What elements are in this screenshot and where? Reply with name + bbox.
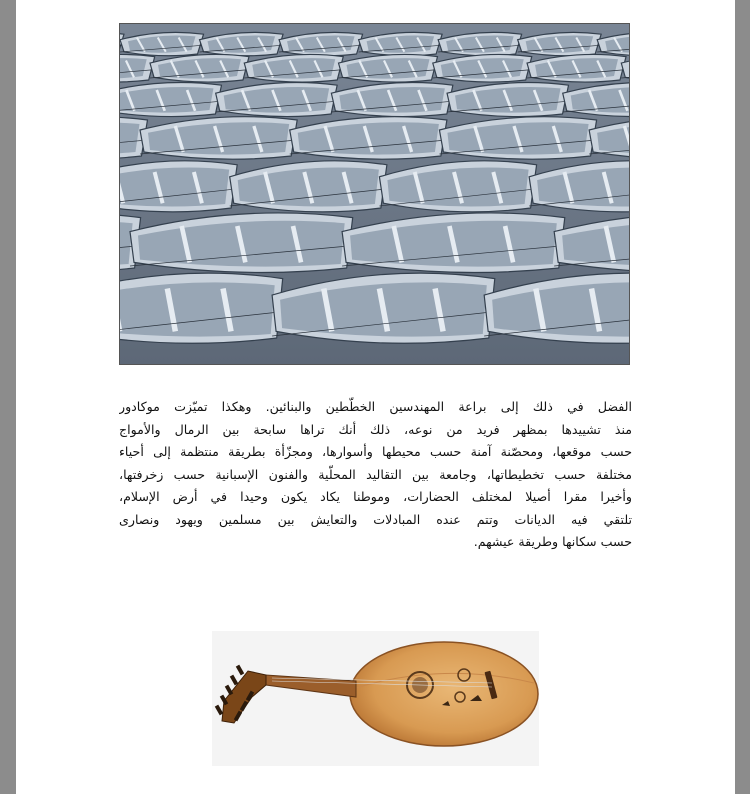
paragraph-line: حسب سكانها وطريقة عيشهم. (473, 534, 632, 549)
paragraph-line: وأخيرا مقرا أصيلا لمختلف الحضارات، وموطنا يكاد يكون وحيدا في أرض الإسلام، (119, 489, 632, 504)
paragraph-line: الفضل في ذلك إلى براعة المهندسين الخطّطين والبنائين. وهكذا تميّزت موكادور (119, 399, 632, 414)
arabic-paragraph (119, 396, 632, 554)
paragraph-line: حسب موقعها، ومحصّنة آمنة حسب محيطها وأسوارها، ومجزّأة بطريقة منتظمة إلى أحياء (119, 444, 632, 459)
paragraph-line: منذ تشييدها بمظهر فريد من نوعه، ذلك أنك تراها سابحة بين الرمال والأمواج (119, 421, 632, 437)
fishing-boats-photo (119, 23, 630, 365)
paragraph-line: تلتقي فيه الديانات وتتم عنده المبادلات والتعايش بين مسلمين ويهود ونصارى (119, 511, 632, 527)
document-page (16, 0, 735, 794)
oud-instrument-photo (212, 631, 539, 766)
paragraph-line: مختلفة حسب تخطيطاتها، وجامعة بين التقاليد المحلّية والفنون الإسبانية حسب زخرفتها، (119, 466, 632, 482)
